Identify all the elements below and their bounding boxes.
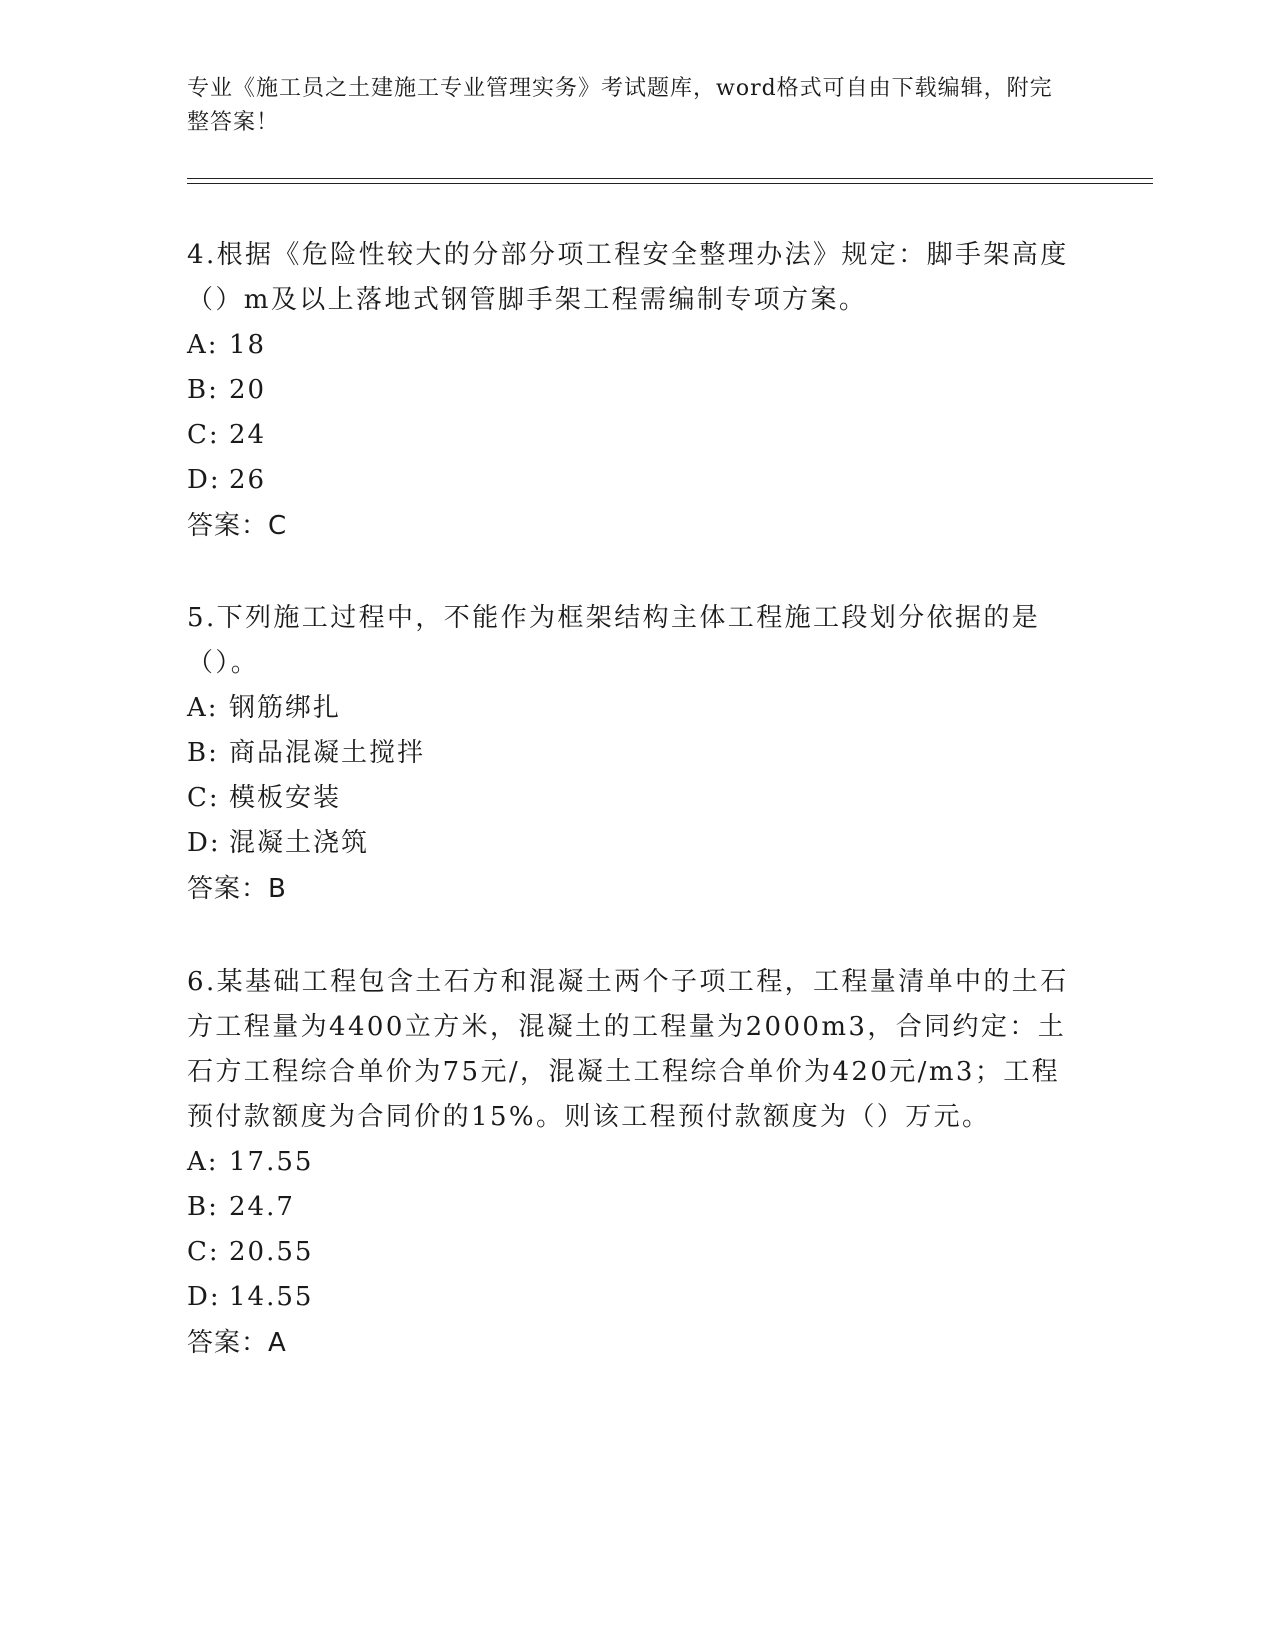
header-divider-top — [187, 178, 1153, 179]
option-a — [187, 1140, 1087, 1185]
option-text: 17.55 — [229, 1147, 314, 1177]
option-letter: C: — [187, 420, 220, 450]
option-text: 26 — [229, 465, 267, 495]
option-text: 20 — [229, 375, 267, 405]
option-letter: A: — [187, 330, 219, 360]
option-text: 钢筋绑扎 — [229, 693, 342, 723]
option-letter: B: — [187, 738, 219, 768]
option-c — [187, 413, 1087, 458]
option-b — [187, 1185, 1087, 1230]
option-d — [187, 1275, 1087, 1320]
option-letter: A: — [187, 1147, 219, 1177]
option-d — [187, 458, 1087, 503]
option-text: 20.55 — [229, 1237, 314, 1267]
option-letter: C: — [187, 783, 220, 813]
option-text: 14.55 — [229, 1282, 314, 1312]
option-letter: D: — [187, 465, 221, 495]
header-divider-bottom — [187, 183, 1153, 184]
question-4 — [187, 233, 1087, 549]
option-letter: D: — [187, 1282, 221, 1312]
option-text: 混凝土浇筑 — [229, 828, 370, 858]
answer: 答案：B — [187, 874, 287, 904]
option-b — [187, 731, 1087, 776]
answer: 答案：A — [187, 1328, 287, 1358]
option-text: 24 — [229, 420, 267, 450]
option-text: 商品混凝土搅拌 — [229, 738, 426, 768]
option-c — [187, 776, 1087, 821]
option-b — [187, 368, 1087, 413]
option-letter: B: — [187, 375, 219, 405]
option-a — [187, 686, 1087, 731]
document-header — [187, 72, 1067, 140]
question-stem: 5.下列施工过程中，不能作为框架结构主体工程施工段划分依据的是（）。 — [187, 603, 1041, 678]
question-stem: 6.某基础工程包含土石方和混凝土两个子项工程，工程量清单中的土石方工程量为4400立方米，混凝土的工程量为2000m3，合同约定：土石方工程综合单价为75元/，混凝土工程综合单价为420元/m3；工程预付款额度为合同价的15%。则该工程预付款额度为（）万元。 — [187, 967, 1069, 1132]
option-letter: A: — [187, 693, 219, 723]
option-text: 18 — [229, 330, 267, 360]
answer: 答案：C — [187, 511, 288, 541]
option-text: 24.7 — [229, 1192, 295, 1222]
option-a — [187, 323, 1087, 368]
option-d — [187, 821, 1087, 866]
question-5 — [187, 596, 1087, 912]
option-c — [187, 1230, 1087, 1275]
question-6 — [187, 960, 1087, 1366]
option-letter: B: — [187, 1192, 219, 1222]
option-letter: D: — [187, 828, 221, 858]
header-text: 专业《施工员之土建施工专业管理实务》考试题库，word格式可自由下载编辑，附完整答案！ — [187, 76, 1053, 135]
question-stem: 4.根据《危险性较大的分部分项工程安全整理办法》规定：脚手架高度（）m及以上落地式钢管脚手架工程需编制专项方案。 — [187, 240, 1069, 315]
option-letter: C: — [187, 1237, 220, 1267]
option-text: 模板安装 — [229, 783, 342, 813]
